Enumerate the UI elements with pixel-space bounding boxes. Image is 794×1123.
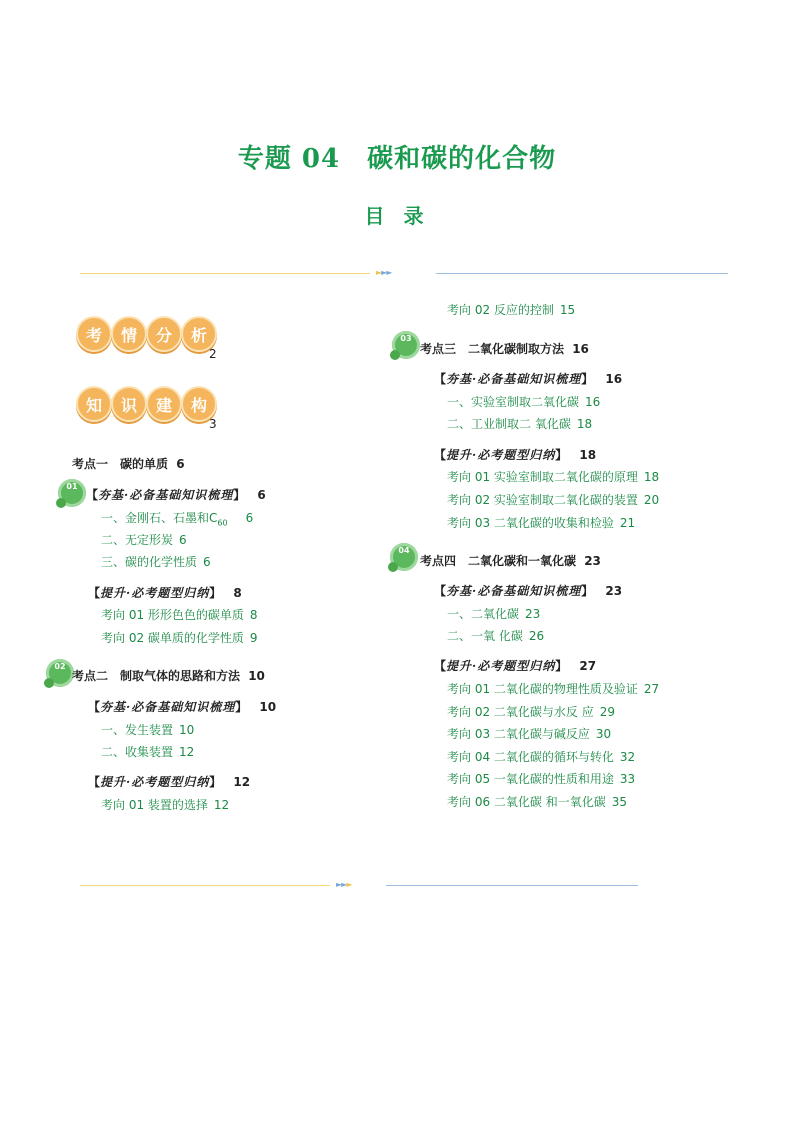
toc-section-tisheng[interactable]: 【提升·必考题型归纳】 8 — [88, 586, 242, 600]
toc-item[interactable]: 二、一氧 化碳 26 — [447, 629, 545, 643]
page-number: 6 — [257, 488, 266, 502]
toc-kaodian-3[interactable] — [420, 340, 589, 357]
page-title: 专题 04 碳和碳的化合物 — [237, 144, 557, 174]
toc-item[interactable]: 考向 02 碳单质的化学性质 9 — [101, 631, 258, 645]
toc-kaodian-2[interactable] — [72, 667, 265, 684]
page-number: 6 — [176, 457, 185, 471]
toc-section-tisheng[interactable]: 【提升·必考题型归纳】 27 — [434, 659, 597, 673]
toc-item[interactable]: 考向 03 二氧化碳的收集和检验 21 — [447, 516, 636, 530]
badge-char: 识 — [111, 386, 147, 422]
toc-item[interactable]: 考向 04 二氧化碳的循环与转化 32 — [447, 750, 636, 764]
badge-char: 情 — [111, 316, 147, 352]
toc-item[interactable]: 一、二氧化碳 23 — [447, 607, 541, 621]
toc-kaodian-4[interactable] — [420, 552, 601, 569]
circle-tail-icon — [44, 678, 54, 688]
toc-item[interactable]: 一、发生装置 10 — [101, 723, 195, 737]
divider-arrows: ►►► — [336, 880, 352, 889]
toc-section-tisheng[interactable]: 【提升·必考题型归纳】 12 — [88, 775, 251, 789]
badge-char: 析 — [181, 316, 217, 352]
toc-item[interactable]: 三、碳的化学性质 6 — [101, 555, 211, 569]
toc-section-jichu[interactable]: 【夯基·必备基础知识梳理】 16 — [434, 372, 623, 386]
kaodian-label: 考点一 碳的单质 — [72, 457, 169, 471]
toc-item[interactable]: 考向 05 一氧化碳的性质和用途 33 — [447, 772, 636, 786]
page-number: 10 — [259, 700, 277, 714]
badge-kaoqing[interactable] — [76, 316, 216, 352]
toc-item[interactable]: 考向 01 二氧化碳的物理性质及验证 27 — [447, 682, 660, 696]
page-number: 12 — [233, 775, 251, 789]
kaodian-label: 考点四 二氧化碳和一氧化碳 — [420, 554, 577, 568]
page-number: 23 — [584, 554, 601, 568]
page-number: 8 — [233, 586, 242, 600]
divider-line-right — [386, 885, 638, 886]
page-number: 2 — [209, 347, 217, 361]
toc-item[interactable]: 二、收集装置 12 — [101, 745, 195, 759]
badge-zhishi[interactable] — [76, 386, 216, 422]
divider-line-left — [80, 885, 330, 886]
toc-item[interactable]: 考向 02 反应的控制 15 — [447, 303, 576, 317]
toc-item[interactable]: 考向 06 二氧化碳 和一氧化碳 35 — [447, 795, 627, 809]
toc-item[interactable]: 二、工业制取二 氧化碳 18 — [447, 417, 593, 431]
kaodian-label: 考点三 二氧化碳制取方法 — [420, 342, 565, 356]
toc-item[interactable]: 一、实验室制取二氧化碳 16 — [447, 395, 601, 409]
toc-item[interactable]: 一、金刚石、石墨和$C_{60}$ 6 — [101, 511, 254, 528]
toc-item[interactable]: 考向 03 二氧化碳与碱反应 30 — [447, 727, 612, 741]
circle-badge-icon: 02 — [46, 659, 74, 687]
page-number: 27 — [579, 659, 597, 673]
circle-badge-icon: 01 — [58, 479, 86, 507]
circle-tail-icon — [390, 350, 400, 360]
toc-section-jichu[interactable]: 【夯基·必备基础知识梳理】 10 — [88, 700, 277, 714]
kaodian-label: 考点二 制取气体的思路和方法 — [72, 669, 241, 683]
page-number: 16 — [572, 342, 589, 356]
page-number: 23 — [605, 584, 623, 598]
page-number: 18 — [579, 448, 597, 462]
page-number: 10 — [248, 669, 265, 683]
divider-arrows: ►►► — [376, 268, 392, 277]
circle-badge-icon: 03 — [392, 331, 420, 359]
badge-char: 分 — [146, 316, 182, 352]
toc-item[interactable]: 考向 02 实验室制取二氧化碳的装置 20 — [447, 493, 660, 507]
toc-section-tisheng[interactable]: 【提升·必考题型归纳】 18 — [434, 448, 597, 462]
circle-badge-icon: 04 — [390, 543, 418, 571]
badge-char: 建 — [146, 386, 182, 422]
divider-line-right — [436, 273, 728, 274]
divider-line-left — [80, 273, 370, 274]
page-number: 3 — [209, 417, 217, 431]
toc-section-jichu[interactable]: 【夯基·必备基础知识梳理】 23 — [434, 584, 623, 598]
toc-heading: 目 录 — [364, 204, 430, 228]
badge-char: 知 — [76, 386, 112, 422]
toc-item[interactable]: 考向 01 实验室制取二氧化碳的原理 18 — [447, 470, 660, 484]
circle-tail-icon — [388, 562, 398, 572]
circle-tail-icon — [56, 498, 66, 508]
badge-char: 构 — [181, 386, 217, 422]
badge-char: 考 — [76, 316, 112, 352]
toc-kaodian-1[interactable] — [72, 455, 185, 472]
toc-item[interactable]: 考向 01 装置的选择 12 — [101, 798, 230, 812]
toc-section-jichu[interactable]: 【夯基·必备基础知识梳理】 6 — [86, 488, 266, 502]
toc-item[interactable]: 考向 01 形形色色的碳单质 8 — [101, 608, 258, 622]
toc-item[interactable]: 考向 02 二氧化碳与水反 应 29 — [447, 705, 615, 719]
toc-item[interactable]: 二、无定形炭 6 — [101, 533, 187, 547]
page-number: 16 — [605, 372, 623, 386]
